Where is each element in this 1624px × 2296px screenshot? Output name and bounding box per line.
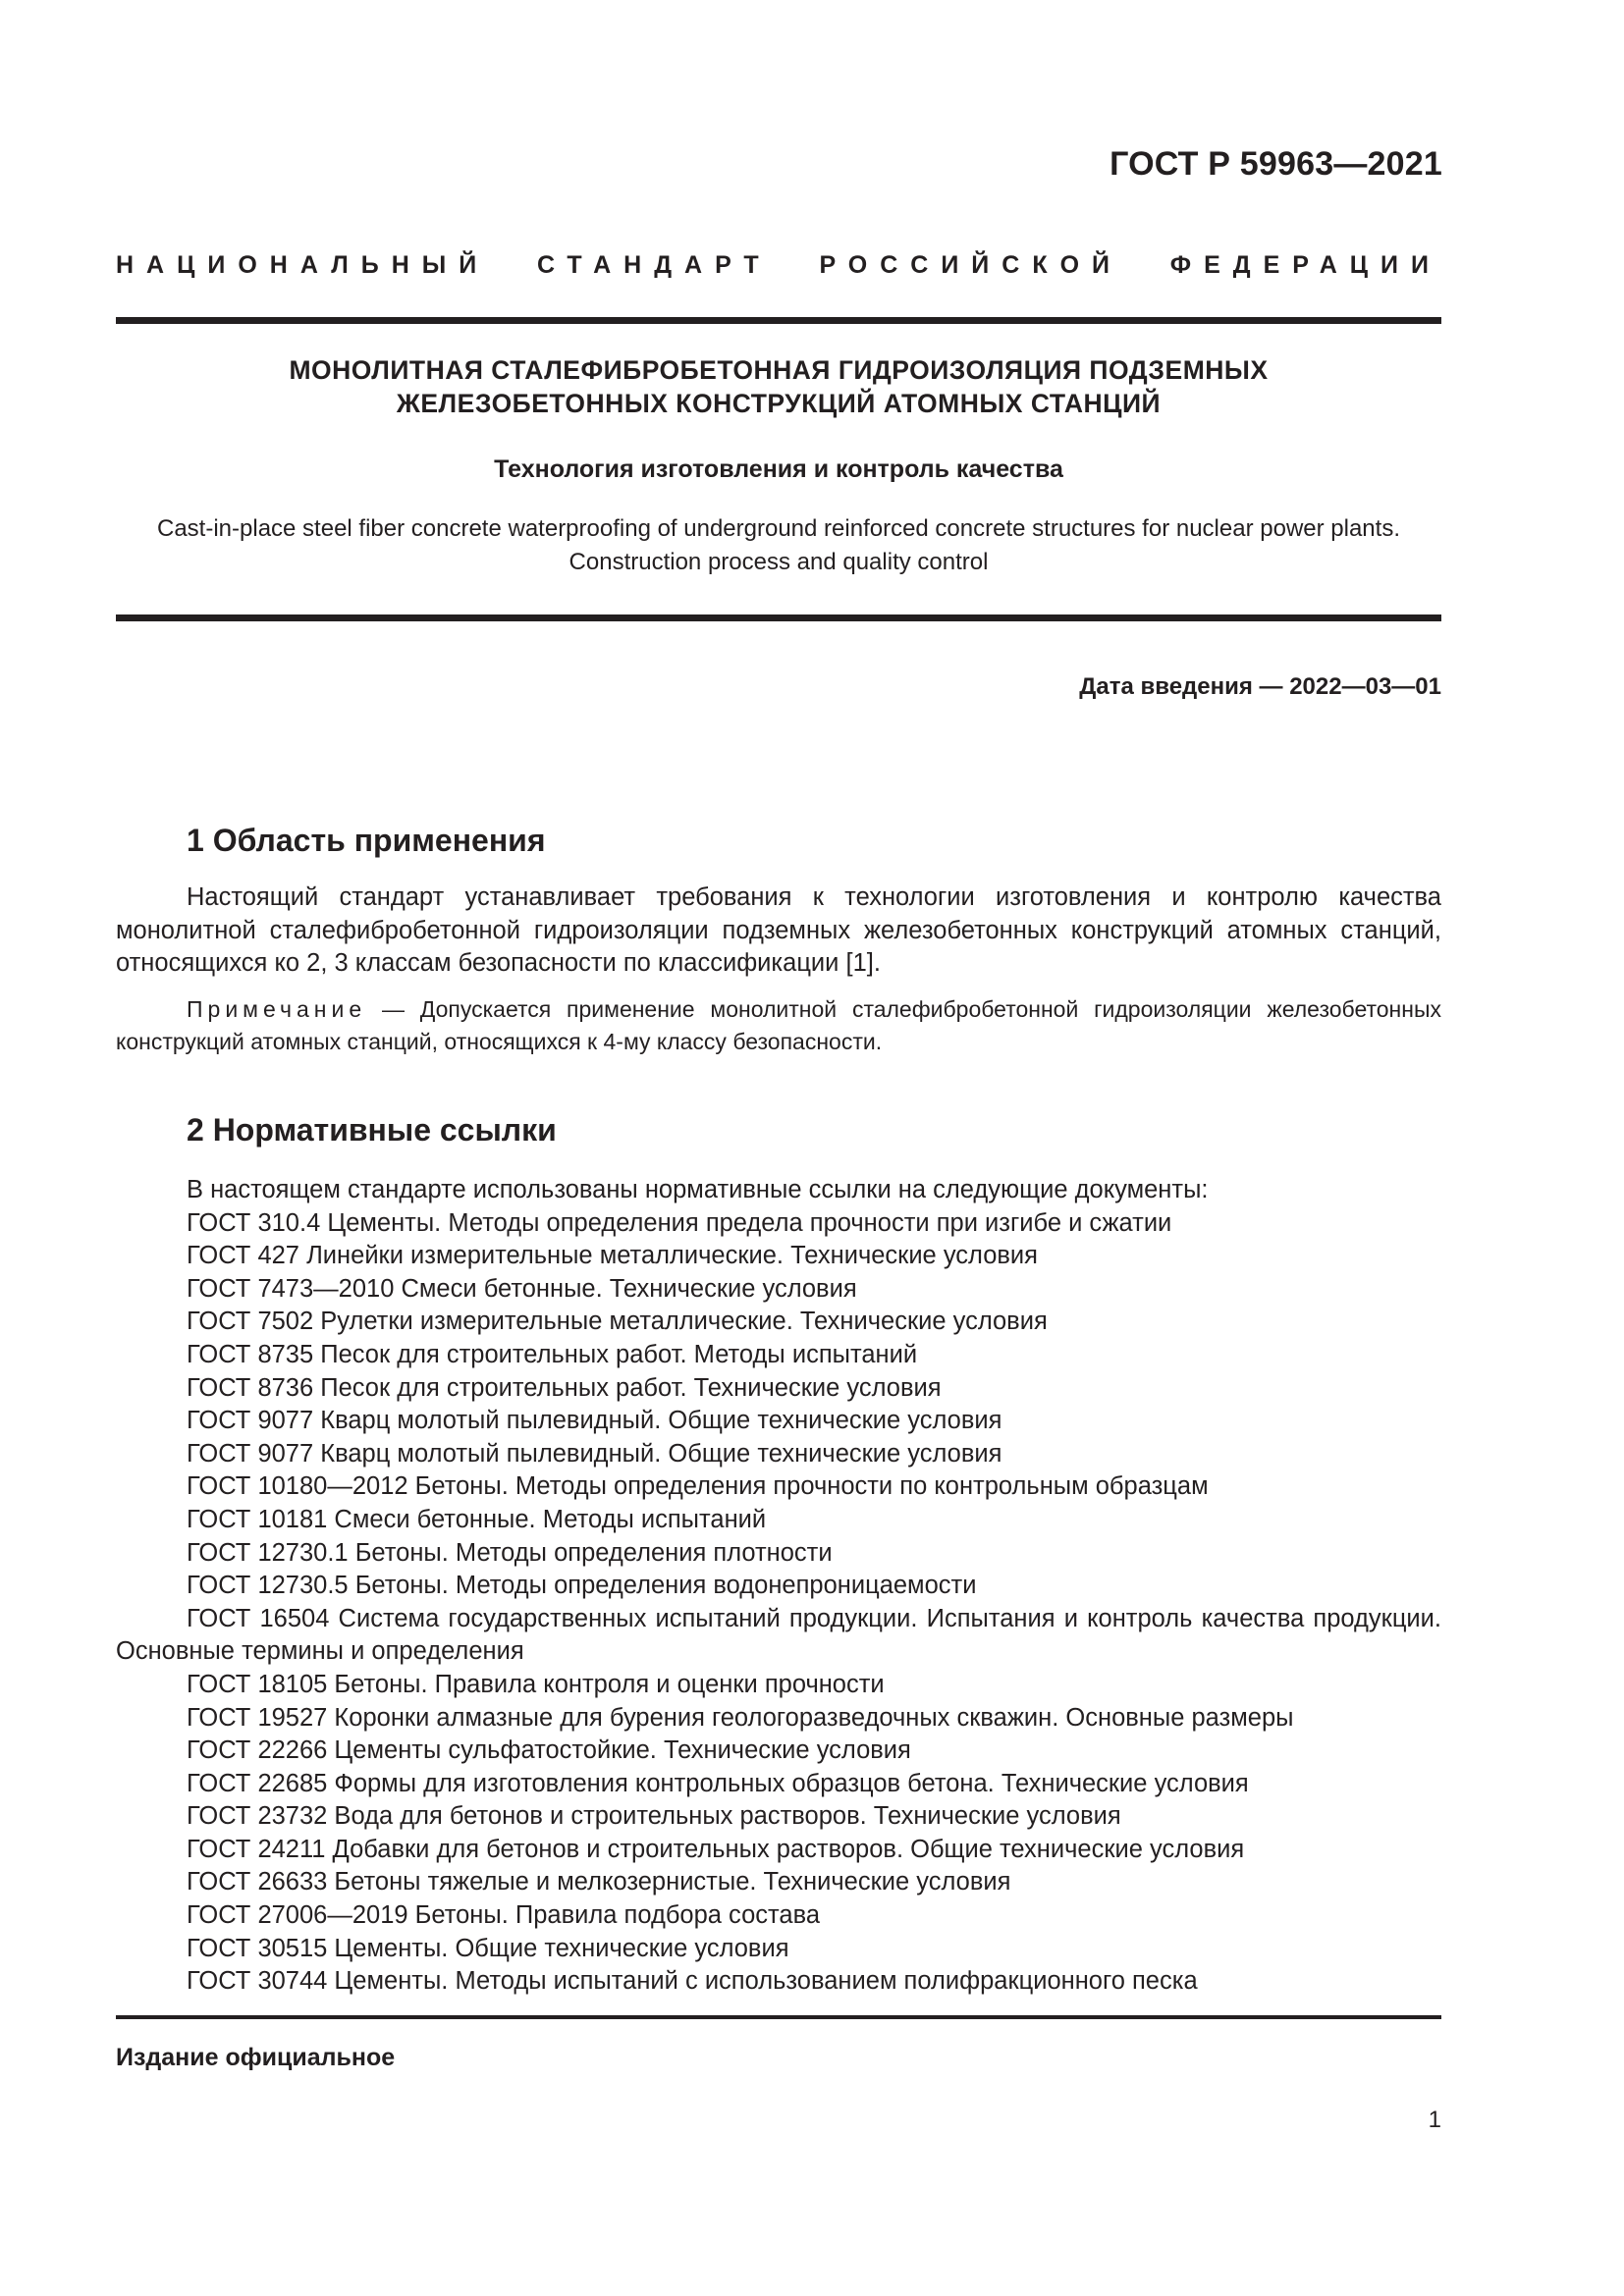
reference-item: ГОСТ 24211 Добавки для бетонов и строительных растворов. Общие технические условия [187, 1835, 1245, 1863]
english-title-line-1: Cast-in-place steel fiber concrete waterproofing of underground reinforced concrete structures for nuclear power plants. [157, 515, 1400, 542]
section-1-paragraph: Настоящий стандарт устанавливает требования к технологии изготовления и контролю качества монолитной сталефибробетонной гидроизоляции подземных железобетонных конструкций атомных станций, относящихся ко 2, 3 классам безопасности по классификации [1]. [116, 883, 1441, 977]
reference-item: ГОСТ 26633 Бетоны тяжелые и мелкозернистые. Технические условия [187, 1868, 1011, 1896]
reference-item: ГОСТ 7473—2010 Смеси бетонные. Технические условия [187, 1274, 857, 1303]
reference-item: ГОСТ 30744 Цементы. Методы испытаний с использованием полифракционного песка [187, 1967, 1198, 1996]
title-line-2: ЖЕЛЕЗОБЕТОННЫХ КОНСТРУКЦИЙ АТОМНЫХ СТАНЦИЙ [396, 389, 1162, 418]
footer-rule [116, 2015, 1441, 2019]
note-text: — Допускается применение монолитной сталефибробетонной гидроизоляции железобетонных конструкций атомных станций, относящихся к 4-му классу безопасности. [116, 996, 1441, 1054]
title-bottom-rule [116, 614, 1441, 621]
page-number: 1 [1428, 2107, 1441, 2133]
reference-item: ГОСТ 23732 Вода для бетонов и строительных растворов. Технические условия [187, 1802, 1121, 1831]
document-subtitle: Технология изготовления и контроль качества [494, 455, 1063, 483]
normative-references-list [116, 1174, 1441, 1999]
national-standard-banner: НАЦИОНАЛЬНЫЙ СТАНДАРТ РОССИЙСКОЙ ФЕДЕРАЦИИ [116, 251, 1441, 279]
section-2-heading: 2 Нормативные ссылки [187, 1112, 557, 1148]
reference-item: ГОСТ 8736 Песок для строительных работ. Технические условия [187, 1373, 942, 1402]
introduction-date: Дата введения — 2022—03—01 [1079, 673, 1441, 700]
reference-item: ГОСТ 27006—2019 Бетоны. Правила подбора состава [187, 1901, 821, 1930]
english-title [116, 512, 1441, 579]
reference-item: ГОСТ 16504 Система государственных испытаний продукции. Испытания и контроль качества продукции. Основные термины и определения [116, 1604, 1441, 1666]
reference-item: ГОСТ 310.4 Цементы. Методы определения предела прочности при изгибе и сжатии [187, 1208, 1172, 1237]
reference-item: ГОСТ 427 Линейки измерительные металлические. Технические условия [187, 1242, 1038, 1270]
reference-item: ГОСТ 8735 Песок для строительных работ. Методы испытаний [187, 1340, 918, 1368]
top-rule [116, 317, 1441, 324]
reference-item: ГОСТ 22685 Формы для изготовления контрольных образцов бетона. Технические условия [187, 1769, 1249, 1797]
reference-item: ГОСТ 12730.5 Бетоны. Методы определения водонепроницаемости [187, 1572, 977, 1600]
document-number: ГОСТ Р 59963—2021 [1110, 145, 1442, 183]
official-edition-label: Издание официальное [116, 2044, 396, 2071]
reference-item: ГОСТ 10181 Смеси бетонные. Методы испытаний [187, 1505, 767, 1533]
reference-item: ГОСТ 9077 Кварц молотый пылевидный. Общие технические условия [187, 1439, 1002, 1468]
reference-item: ГОСТ 9077 Кварц молотый пылевидный. Общие технические условия [187, 1407, 1002, 1435]
title-line-1: МОНОЛИТНАЯ СТАЛЕФИБРОБЕТОННАЯ ГИДРОИЗОЛЯЦИЯ ПОДЗЕМНЫХ [289, 355, 1269, 385]
reference-item: ГОСТ 10180—2012 Бетоны. Методы определения прочности по контрольным образцам [187, 1472, 1209, 1501]
section-1-heading: 1 Область применения [187, 823, 546, 858]
references-intro: В настоящем стандарте использованы нормативные ссылки на следующие документы: [187, 1176, 1209, 1203]
document-title [116, 353, 1441, 420]
note-label: Примечание [187, 996, 367, 1022]
reference-item: ГОСТ 12730.1 Бетоны. Методы определения плотности [187, 1538, 833, 1567]
reference-item: ГОСТ 22266 Цементы сульфатостойкие. Технические условия [187, 1736, 911, 1765]
english-title-line-2: Construction process and quality control [568, 549, 989, 575]
reference-item: ГОСТ 19527 Коронки алмазные для бурения геологоразведочных скважин. Основные размеры [187, 1703, 1294, 1732]
reference-item: ГОСТ 18105 Бетоны. Правила контроля и оценки прочности [187, 1670, 885, 1698]
reference-item: ГОСТ 30515 Цементы. Общие технические условия [187, 1934, 789, 1962]
section-1-note [116, 993, 1441, 1058]
reference-item: ГОСТ 7502 Рулетки измерительные металлические. Технические условия [187, 1308, 1048, 1336]
